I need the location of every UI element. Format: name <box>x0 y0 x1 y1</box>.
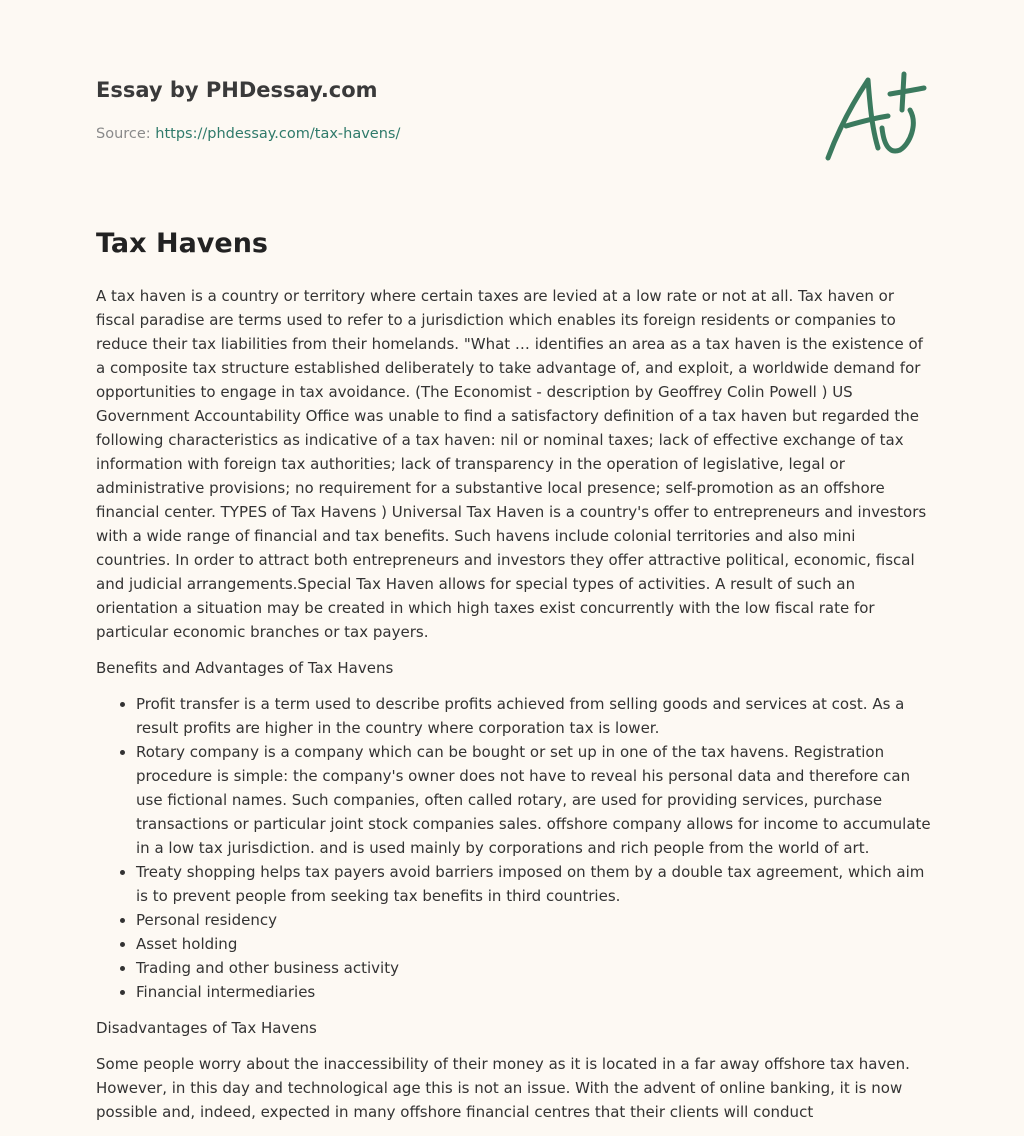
article-title: Tax Havens <box>96 228 268 259</box>
list-item: • Rotary company is a company which can be bought or set up in one of the tax havens. Registration procedure is simple: the company's owner does not have to reveal his personal data and therefore can use fictional names. Such companies, often called rotary, are used for providing services, purchase transactions or particular joint stock companies sales. offshore company allows for income to accumulate in a low tax jurisdiction. and is used mainly by corporations and rich people from the world of art. <box>136 740 932 860</box>
benefits-list <box>96 692 932 1004</box>
source-link[interactable]: https://phdessay.com/tax-havens/ <box>155 126 401 142</box>
disadvantages-paragraph: Some people worry about the inaccessibility of their money as it is located in a far away offshore tax haven. However, in this day and technological age this is not an issue. With the advent of online banking, it is now possible and, indeed, expected in many offshore financial centres that their clients will conduct <box>96 1055 910 1121</box>
list-item: • Profit transfer is a term used to describe profits achieved from selling goods and services at cost. As a result profits are higher in the country where corporation tax is lower. <box>136 692 932 740</box>
intro-paragraph: A tax haven is a country or territory where certain taxes are levied at a low rate or not at all. Tax haven or fiscal paradise are terms used to refer to a jurisdiction which enables its foreign residents or companies to reduce their tax liabilities from their homelands. "What … identifies an area as a tax haven is the existence of a composite tax structure established deliberately to take advantage of, and exploit, a worldwide demand for opportunities to engage in tax avoidance. (The Economist - description by Geoffrey Colin Powell ) US Government Accountability Office was unable to find a satisfactory definition of a tax haven but regarded the following characteristics as indicative of a tax haven: nil or nominal taxes; lack of effective exchange of tax information with foreign tax authorities; lack of transparency in the operation of legislative, legal or administrative provisions; no requirement for a substantive local presence; self-promotion as an offshore financial center. TYPES of Tax Havens ) Universal Tax Haven is a country's offer to entrepreneurs and investors with a wide range of financial and tax benefits. Such havens include colonial territories and also mini countries. In order to attract both entrepreneurs and investors they offer attractive political, economic, fiscal and judicial arrangements.Special Tax Haven allows for special types of activities. A result of such an orientation a situation may be created in which high taxes exist concurrently with the low fiscal rate for particular economic branches or tax payers. <box>96 287 927 641</box>
benefits-heading: Benefits and Advantages of Tax Havens <box>96 659 394 677</box>
list-item: • Treaty shopping helps tax payers avoid barriers imposed on them by a double tax agreement, which aim is to prevent people from seeking tax benefits in third countries. <box>136 860 932 908</box>
site-brand: Essay by PHDessay.com <box>96 78 378 102</box>
source-line <box>96 124 400 144</box>
page-header <box>96 76 400 144</box>
article-body <box>96 284 932 1136</box>
list-item: • Asset holding <box>136 932 932 956</box>
list-item: • Trading and other business activity <box>136 956 932 980</box>
a-plus-logo-icon <box>818 66 930 166</box>
list-item: • Personal residency <box>136 908 932 932</box>
list-item: • Financial intermediaries <box>136 980 932 1004</box>
source-label: Source: <box>96 126 156 142</box>
disadvantages-heading: Disadvantages of Tax Havens <box>96 1019 317 1037</box>
